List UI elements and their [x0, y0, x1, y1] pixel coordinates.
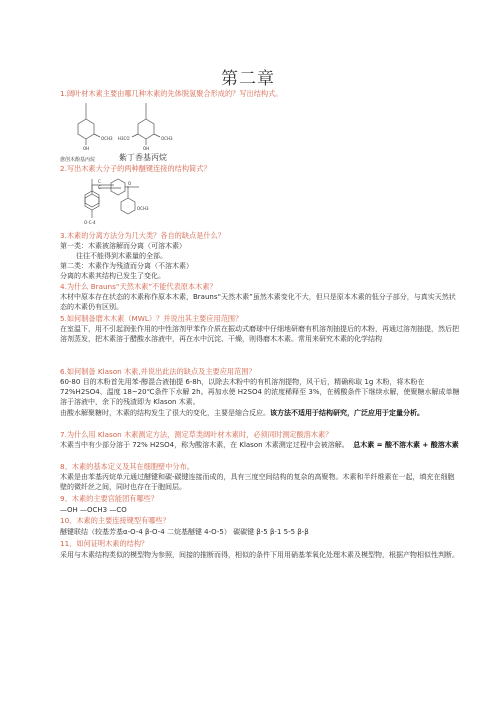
answer-6-paragraph-2	[60, 408, 460, 418]
structure-ether-linkage-2	[84, 184, 174, 232]
svg-text:C: C	[98, 179, 101, 184]
ocH3-label-1: OCH3	[101, 136, 113, 141]
svg-text:O-C-4: O-C-4	[84, 220, 96, 225]
caption-syringyl: 紫丁香基丙烷	[119, 153, 167, 162]
question-1: 1.阔叶材木素主要由哪几种木素的先体脱氢聚合形成的？写出结构式。	[60, 89, 283, 98]
answer-8: 木素是由苯基丙烷单元通过醚键和碳-碳键连接而成的，具有三度空间结构的复杂的高聚物。木素和半纤维素在一起，填充在细胞壁的微纤丝之间，同时也存在于胞间层。	[60, 473, 455, 491]
answer-3-line-2: 往往不能得到木素量的全部。	[76, 252, 167, 260]
answer-7-text: 木素当中有少部分溶于 72% H2SO4，称为酸溶木素，在 Klason 木素测定过程中会被溶解。	[60, 441, 349, 449]
question-8: 8、木素的基本定义及其在细胞壁中分布。	[60, 462, 194, 471]
question-6: 6.如何制备 Klason 木素,并说出此法的缺点及主要应用范围？	[60, 367, 256, 376]
question-7: 7.为什么用 Klason 木素测定方法，测定草类阔叶材木素时，必须同时测定酸溶木素？	[60, 430, 333, 439]
question-5: 5.如何制备磨木木素（MWL）？并说出其主要应用范围？	[60, 314, 243, 323]
syringyl-structure	[132, 103, 160, 145]
answer-6-note: 由酸水解聚糖时，木素的结构发生了很大的变化，主要是缩合反应。	[60, 409, 270, 417]
answer-7	[60, 440, 460, 450]
answer-11: 采用与木素结构类似的模型物为参照，间接的推断而得，相似的条件下用用硝基苯氧化处理木素及模型物，根据产物相似性判断。	[60, 551, 459, 559]
answer-6-paragraph-1: 60-80 目的木粉首先用苯-醇混合液抽提 6-8h，以除去木粉中的有机溶剂提物，风干后，精确称取 1g 木粉，将木粉在 72%H2SO4、温度 18~20℃条件下水解 2h。再加水使 H2SO4 的浓度稀释至 3%，在稀酸条件下继续水解，使聚糖水解成单糖溶于溶液中，余下的残渣即为 Klason 木素。	[60, 378, 460, 406]
chapter-title: 第二章	[221, 69, 275, 89]
svg-text:H3CO: H3CO	[118, 136, 130, 141]
question-4: 4.为什么 Brauns“天然木素”不能代表原本木素？	[60, 282, 217, 291]
answer-3-line-1: 第一类：木素被溶解而分离（可溶木素）	[60, 242, 186, 250]
answer-7-formula: 总木素 = 酸不溶木素 + 酸溶木素	[353, 441, 459, 449]
question-3: 3.木素的分离方法分为几大类？各自的缺点是什么？	[60, 231, 225, 240]
answer-3-line-4: 分离的木素其结构已发生了变化。	[60, 272, 165, 280]
question-11: 11、如何证明木素的结构？	[60, 539, 149, 548]
answer-6-conclusion: 该方法不适用于结构研究，广泛应用于定量分析。	[270, 409, 424, 417]
oh-label-1: OH	[83, 146, 90, 151]
question-2: 2.写出木素大分子的两种醚键连接的结构简式？	[60, 164, 211, 173]
caption-guaiacyl: 愈创木酚基丙烷	[60, 157, 96, 163]
question-9: 9、木素的主要官能团有哪些？	[60, 494, 159, 503]
guaiacyl-structure	[78, 103, 100, 145]
svg-text:OCH3: OCH3	[137, 206, 149, 211]
answer-5: 在室温下，用不引起润张作用的中性溶剂甲苯作介质在振动式磨球中仔细地研磨有机溶剂抽提后的木粉，再通过溶剂抽提，然后把溶剂蒸发，把木素溶于醋酸水溶液中，再在水中沉淀、干燥，则得磨木木素。常用来研究木素的化学结构	[60, 325, 459, 343]
answer-4: 木材中原本存在状态的木素称作原本木素，Brauns“天然木素”虽然木素变化不大，但只是原本木素的低分子部分，与真实天然状态的木素仍有区别。	[60, 293, 456, 311]
question-10: 10、木素的主要连接键型有哪些？	[60, 516, 170, 525]
svg-text:OCH3: OCH3	[161, 136, 173, 141]
answer-9: —OH —OCH3 —CO	[60, 506, 127, 514]
answer-3-line-3: 第二类：木素作为残渣而分离（不溶木素）	[60, 262, 193, 270]
svg-text:C: C	[98, 185, 101, 190]
svg-text:O: O	[128, 181, 132, 186]
structure-guaiacyl-syringyl	[66, 101, 176, 153]
answer-10: 醚键联结（较基芳基α-O-4 β-O-4 二烷基醚键 4-O-5） 碳碳键 β-5 β-1 5-5 β-β	[60, 528, 309, 536]
svg-text:OH: OH	[143, 146, 150, 151]
